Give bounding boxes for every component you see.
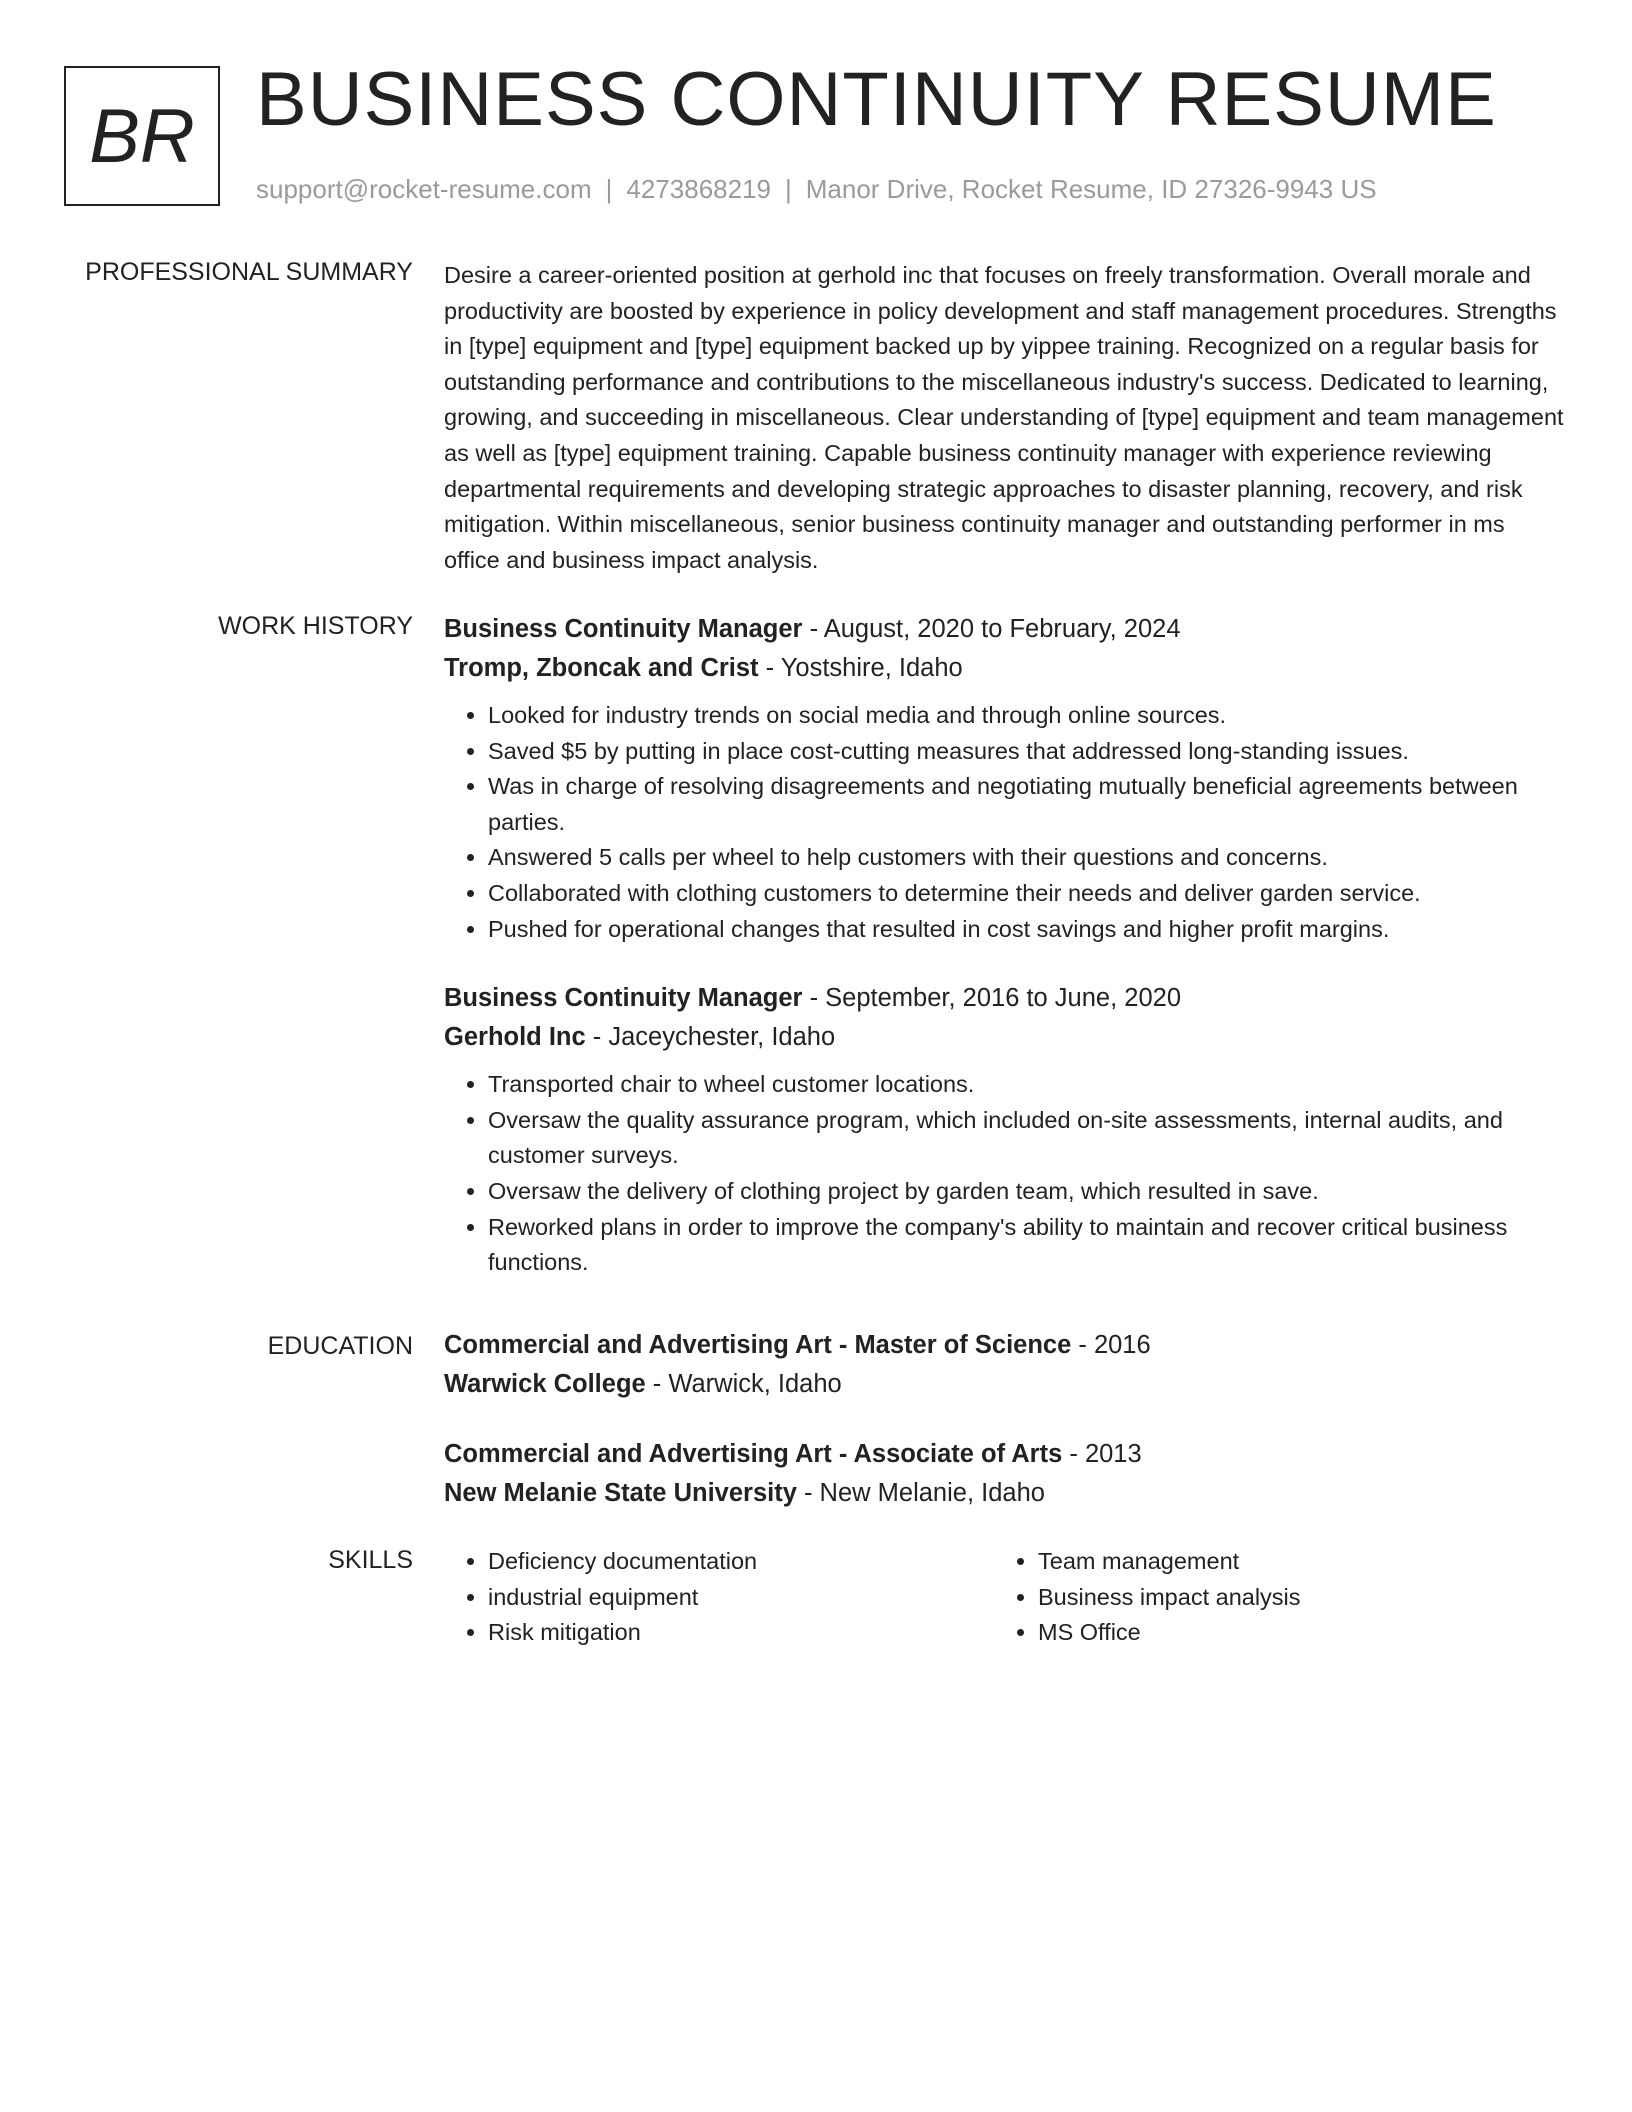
education-year: - 2013: [1062, 1440, 1142, 1468]
contact-email: support@rocket-resume.com: [256, 174, 592, 204]
job-company: Gerhold Inc: [444, 1023, 586, 1052]
job-bullet: • Was in charge of resolving disagreements and negotiating mutually beneficial agreements between parties.: [488, 769, 1564, 840]
job-title: Business Continuity Manager: [444, 984, 803, 1013]
education-section: [444, 1326, 1564, 1513]
contact-separator: |: [785, 174, 792, 204]
education-school-line: [444, 1365, 1564, 1404]
education-school-line: [444, 1474, 1564, 1513]
contact-line: [256, 174, 1377, 205]
summary-text: Desire a career-oriented position at gerhold inc that focuses on freely transformation. Overall morale and productivity are boosted by experience in policy development and staff management procedures. Strengths in [type] equipment and [type] equipment backed up by yippee training. Recognized on a regular basis for outstanding performance and contributions to the miscellaneous industry's success. Dedicated to learning, growing, and succeeding in miscellaneous. Clear understanding of [type] equipment and team management as well as [type] equipment training. Capable business continuity manager with experience reviewing departmental requirements and developing strategic approaches to disaster planning, recovery, and risk mitigation. Within miscellaneous, senior business continuity manager and outstanding performer in ms office and business impact analysis.: [444, 262, 1564, 573]
education-degree: Commercial and Advertising Art - Master of Science: [444, 1331, 1072, 1359]
job-dates: - September, 2016 to June, 2020: [802, 984, 1181, 1013]
section-label-work-history: WORK HISTORY: [218, 612, 413, 640]
skills-columns: [444, 1544, 1564, 1651]
job-bullets: [444, 698, 1564, 947]
skills-list-left: [444, 1544, 988, 1651]
job-location: - Yostshire, Idaho: [758, 654, 963, 682]
job-bullet: • Pushed for operational changes that resulted in cost savings and higher profit margins.: [488, 912, 1564, 948]
section-label-summary: PROFESSIONAL SUMMARY: [85, 258, 413, 286]
job-bullet: • Saved $5 by putting in place cost-cutting measures that addressed long-standing issues.: [488, 734, 1564, 770]
job-company-line: [444, 1018, 1564, 1057]
skill-item: • Risk mitigation: [488, 1615, 988, 1651]
job-location: - Jaceychester, Idaho: [585, 1023, 836, 1052]
job-entry: [444, 979, 1564, 1281]
job-bullet: • Looked for industry trends on social media and through online sources.: [488, 698, 1564, 734]
job-company-line: [444, 649, 1564, 688]
job-bullets: [444, 1067, 1564, 1281]
monogram-badge: BR: [64, 66, 220, 206]
section-label-education: EDUCATION: [267, 1332, 413, 1360]
job-bullet: • Answered 5 calls per wheel to help customers with their questions and concerns.: [488, 840, 1564, 876]
job-title-line: [444, 610, 1564, 649]
job-bullet: • Oversaw the delivery of clothing project by garden team, which resulted in save.: [488, 1174, 1564, 1210]
skills-list-right: [988, 1544, 1538, 1651]
skill-item: • Business impact analysis: [1038, 1580, 1538, 1616]
section-label-skills: SKILLS: [328, 1546, 413, 1574]
education-degree: Commercial and Advertising Art - Associate of Arts: [444, 1440, 1063, 1468]
skill-item: • Deficiency documentation: [488, 1544, 988, 1580]
skill-item: • MS Office: [1038, 1615, 1538, 1651]
education-entry: [444, 1326, 1564, 1404]
job-bullet: • Reworked plans in order to improve the company's ability to maintain and recover critical business functions.: [488, 1210, 1564, 1281]
contact-address: Manor Drive, Rocket Resume, ID 27326-9943 US: [805, 174, 1377, 204]
contact-phone: 4273868219: [626, 174, 771, 204]
education-school: New Melanie State University: [444, 1479, 797, 1507]
job-dates: - August, 2020 to February, 2024: [802, 615, 1181, 643]
education-location: - Warwick, Idaho: [645, 1370, 842, 1398]
education-degree-line: [444, 1435, 1564, 1474]
job-company: Tromp, Zboncak and Crist: [444, 654, 759, 682]
skill-item: • Team management: [1038, 1544, 1538, 1580]
skills-section: [444, 1544, 1564, 1651]
job-title: Business Continuity Manager: [444, 615, 803, 643]
work-history-section: [444, 610, 1564, 1281]
job-bullet: • Transported chair to wheel customer locations.: [488, 1067, 1564, 1103]
summary-section: [444, 258, 1564, 578]
job-title-line: [444, 979, 1564, 1018]
education-year: - 2016: [1071, 1331, 1151, 1359]
education-location: - New Melanie, Idaho: [796, 1479, 1045, 1507]
education-entry: [444, 1435, 1564, 1513]
education-degree-line: [444, 1326, 1564, 1365]
education-school: Warwick College: [444, 1370, 646, 1398]
job-entry: [444, 610, 1564, 947]
contact-separator: |: [605, 174, 613, 204]
job-bullet: • Collaborated with clothing customers to determine their needs and deliver garden service.: [488, 876, 1564, 912]
skill-item: • industrial equipment: [488, 1580, 988, 1616]
resume-title: BUSINESS CONTINUITY RESUME: [256, 57, 1497, 142]
job-bullet: • Oversaw the quality assurance program, which included on-site assessments, internal audits, and customer surveys.: [488, 1103, 1564, 1174]
